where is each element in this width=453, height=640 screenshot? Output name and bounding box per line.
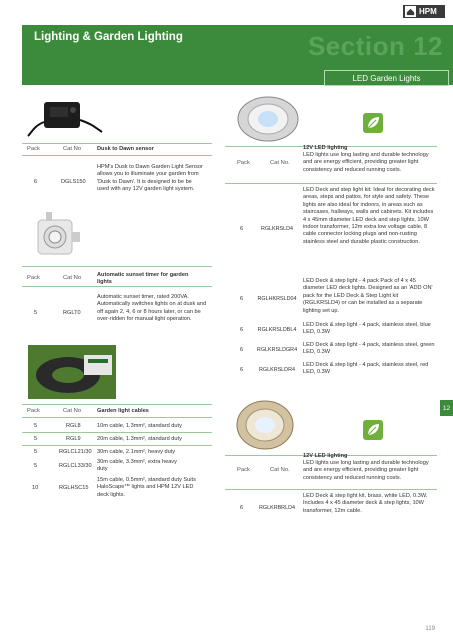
eco-leaf-icon bbox=[363, 113, 383, 133]
pack-value: 6 bbox=[240, 226, 244, 232]
product-description: LED Deck and step light kit: Ideal for decorating deck areas, steps and patios, for style and safety. These lights are also ideal for indoors, in areas such as staircases, hallways, walls and cabinets. Kit includes 4 x 45mm diameter LED deck and step lights, 10W indoor transformer, 12m extra low voltage cable, 8 cable connector locking plugs and non-rusting stainless steel and durable plastic construction. bbox=[303, 187, 435, 245]
col-header-pack: Pack bbox=[237, 160, 250, 166]
cat-value: RGLKRSLDGR4 bbox=[256, 347, 298, 353]
product-title: 12V LED lighting bbox=[303, 145, 348, 151]
dusk-sensor-photo bbox=[26, 98, 106, 140]
col-header-cat: Cat No bbox=[63, 275, 82, 281]
category-title: Lighting & Garden Lighting bbox=[34, 31, 183, 43]
cat-value: RGLCL33/30 bbox=[59, 463, 92, 469]
product-title: Automatic sunset timer for garden lights bbox=[97, 272, 189, 286]
pack-value: 5 bbox=[34, 463, 38, 469]
subsection-tag: LED Garden Lights bbox=[324, 70, 449, 86]
pack-value: 5 bbox=[34, 436, 38, 442]
pack-value: 6 bbox=[240, 367, 244, 373]
cat-value: RGLKRSLD4 bbox=[260, 226, 294, 232]
pack-value: 6 bbox=[240, 505, 244, 511]
deck-light-photo bbox=[220, 93, 310, 148]
pack-value: 6 bbox=[240, 327, 244, 333]
cable-description: 20m cable, 1.3mm², standard duty bbox=[97, 436, 182, 442]
col-header-pack: Pack bbox=[237, 467, 250, 473]
page-number: 119 bbox=[425, 626, 435, 632]
cat-value: RGLKRSLDBL4 bbox=[257, 327, 297, 333]
cable-description: 15m cable, 0.5mm², standard duty Suits HaloScape™ lights and HPM 12V LED deck lights. bbox=[97, 477, 196, 498]
pack-value: 6 bbox=[34, 179, 38, 185]
product-description: LED Deck & step light - 4 pack, stainless steel, blue LED, 0.3W bbox=[303, 322, 431, 336]
pack-value: 10 bbox=[32, 485, 39, 491]
pack-value: 6 bbox=[240, 296, 244, 302]
product-title: Dusk to Dawn sensor bbox=[97, 146, 154, 152]
section-title: Section 12 bbox=[307, 31, 443, 61]
cable-photo bbox=[28, 345, 116, 399]
eco-leaf-icon bbox=[363, 420, 383, 440]
brand-name: HPM bbox=[419, 7, 437, 16]
product-description: Automatic sunset timer, rated 200VA. Automatically switches lights on at dusk and off again 2, 4, 6 or 8 hours later, or can be over-ridden for manual light operation. bbox=[97, 294, 207, 323]
product-description: LED Deck & step light - 4 pack, stainless steel, green LED, 0.3W bbox=[303, 342, 435, 356]
product-intro: LED lights use long lasting and durable technology and are energy efficient, providing greater light consistency and reduced running costs. bbox=[303, 460, 429, 481]
pack-value: 5 bbox=[34, 423, 38, 429]
col-header-pack: Pack bbox=[27, 408, 40, 414]
col-header-cat: Cat No bbox=[63, 408, 82, 414]
product-description: LED Deck & step light - 4 pack, stainless steel, red LED, 0.3W bbox=[303, 362, 429, 376]
pack-value: 5 bbox=[34, 449, 38, 455]
cat-value: RGLT0 bbox=[63, 310, 81, 316]
cat-value: RGLKRSLDR4 bbox=[259, 367, 295, 373]
hpm-logo bbox=[403, 5, 445, 18]
product-intro: LED lights use long lasting and durable technology and are energy efficient, providing greater light consistency and reduced running costs. bbox=[303, 152, 429, 173]
cat-value: DGLS150 bbox=[61, 179, 86, 185]
cat-value: RGLKRBRLD4 bbox=[259, 505, 295, 511]
cat-value: RGLHKRSLD04 bbox=[257, 296, 297, 302]
col-header-pack: Pack bbox=[27, 275, 40, 281]
section-tab: 12 bbox=[440, 400, 453, 416]
product-description: LED Deck & step light - 4 pack Pack of 4 x 45 diameter LED deck lights. Designed as an 'ADD ON' pack for the LED Deck & Step Light kit (RGLKRSLD4) or can be installed as a separate lighting set up. bbox=[303, 278, 433, 314]
col-header-cat: Cat No. bbox=[270, 467, 290, 473]
cat-value: RGLCL21/30 bbox=[59, 449, 92, 455]
pack-value: 6 bbox=[240, 347, 244, 353]
product-description: LED Deck & step light kit, brass, white LED, 0.3W. Includes 4 x 45 diameter deck & step lights, 10W transformer, 12m cable. bbox=[303, 493, 428, 514]
brass-deck-light-photo bbox=[220, 395, 310, 455]
sunset-timer-photo bbox=[28, 210, 98, 262]
pack-value: 5 bbox=[34, 310, 38, 316]
product-title: 12V LED lighting bbox=[303, 453, 348, 459]
cat-value: RGL8 bbox=[66, 423, 81, 429]
cable-description: 30m cable, 3.3mm², extra heavy duty bbox=[97, 459, 177, 473]
cat-value: RGLHSC15 bbox=[59, 485, 89, 491]
cable-description: 30m cable, 2.1mm², heavy duty bbox=[97, 449, 176, 455]
cat-value: RGL9 bbox=[66, 436, 81, 442]
col-header-cat: Cat No. bbox=[270, 160, 290, 166]
col-header-pack: Pack bbox=[27, 146, 40, 152]
product-description: HPM's Dusk to Dawn Garden Light Sensor allows you to illuminate your garden from 'Dusk to Dawn'. It is designed to be be used with any 12V garden light system. bbox=[97, 164, 203, 193]
house-icon bbox=[405, 6, 416, 17]
cable-description: 10m cable, 1.3mm², standard duty bbox=[97, 423, 182, 429]
col-header-cat: Cat No bbox=[63, 146, 82, 152]
product-title: Garden light cables bbox=[97, 408, 149, 414]
